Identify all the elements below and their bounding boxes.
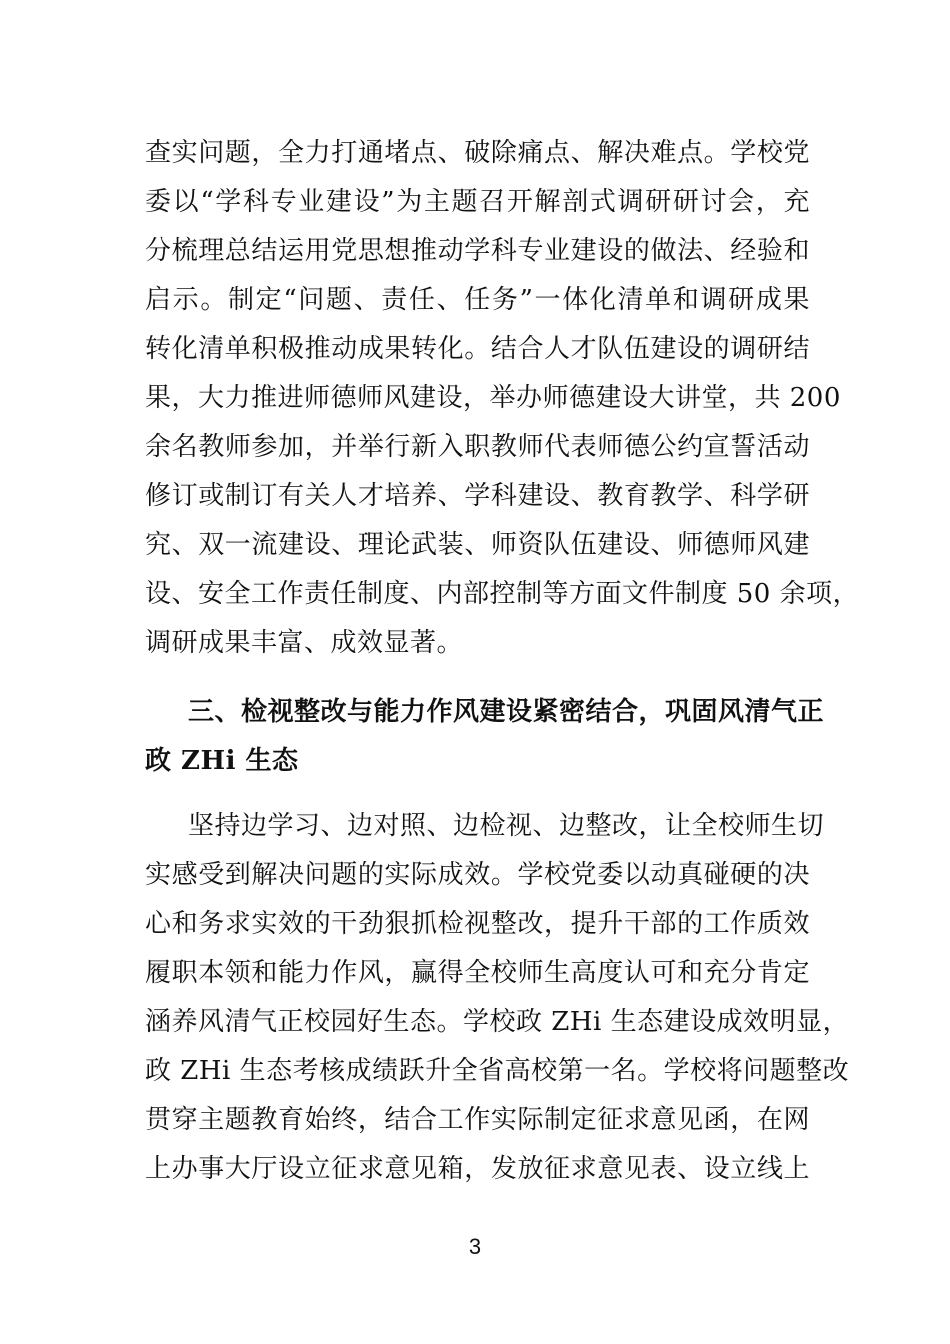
section-heading-line-1: 三、检视整改与能力作风建设紧密结合，巩固风清气正 xyxy=(188,697,825,727)
paragraph-1-line-7: 余名教师参加，并举行新入职教师代表师德公约宣誓活动 xyxy=(145,432,810,462)
paragraph-2-line-2: 实感受到解决问题的实际成效。学校党委以动真碰硬的决 xyxy=(145,860,810,890)
paragraph-1-line-9: 究、双一流建设、理论武装、师资队伍建设、师德师风建 xyxy=(145,530,810,560)
paragraph-1-line-10: 设、安全工作责任制度、内部控制等方面文件制度 50 余项， xyxy=(145,579,860,609)
paragraph-1-line-5: 转化清单积极推动成果转化。结合人才队伍建设的调研结 xyxy=(145,334,810,364)
paragraph-1-line-3: 分梳理总结运用党思想推动学科专业建设的做法、经验和 xyxy=(145,236,810,266)
paragraph-2-line-1: 坚持边学习、边对照、边检视、边整改，让全校师生切 xyxy=(188,811,825,841)
paragraph-1-line-1: 查实问题，全力打通堵点、破除痛点、解决难点。学校党 xyxy=(145,138,810,168)
paragraph-2-line-7: 贯穿主题教育始终，结合工作实际制定征求意见函，在网 xyxy=(145,1105,810,1135)
paragraph-2-line-6: 政 ZHi 生态考核成绩跃升全省高校第一名。学校将问题整改 xyxy=(145,1056,850,1086)
paragraph-1-line-11: 调研成果丰富、成效显著。 xyxy=(145,628,464,658)
page-number: 3 xyxy=(468,1234,482,1259)
paragraph-2-line-8: 上办事大厅设立征求意见箱，发放征求意见表、设立线上 xyxy=(145,1154,810,1184)
paragraph-2-line-4: 履职本领和能力作风，赢得全校师生高度认可和充分肯定 xyxy=(145,958,810,988)
paragraph-1-line-6: 果，大力推进师德师风建设，举办师德建设大讲堂，共 200 xyxy=(145,383,841,413)
paragraph-1-line-8: 修订或制订有关人才培养、学科建设、教育教学、科学研 xyxy=(145,481,810,511)
paragraph-2-line-5: 涵养风清气正校园好生态。学校政 ZHi 生态建设成效明显， xyxy=(145,1007,850,1037)
paragraph-2-line-3: 心和务求实效的干劲狠抓检视整改，提升干部的工作质效 xyxy=(145,909,810,939)
paragraph-1-line-4: 启示。制定“问题、责任、任务”一体化清单和调研成果 xyxy=(145,285,810,315)
section-heading-line-2: 政 ZHi 生态 xyxy=(145,746,299,776)
paragraph-1-line-2: 委以“学科专业建设”为主题召开解剖式调研研讨会，充 xyxy=(145,187,810,217)
